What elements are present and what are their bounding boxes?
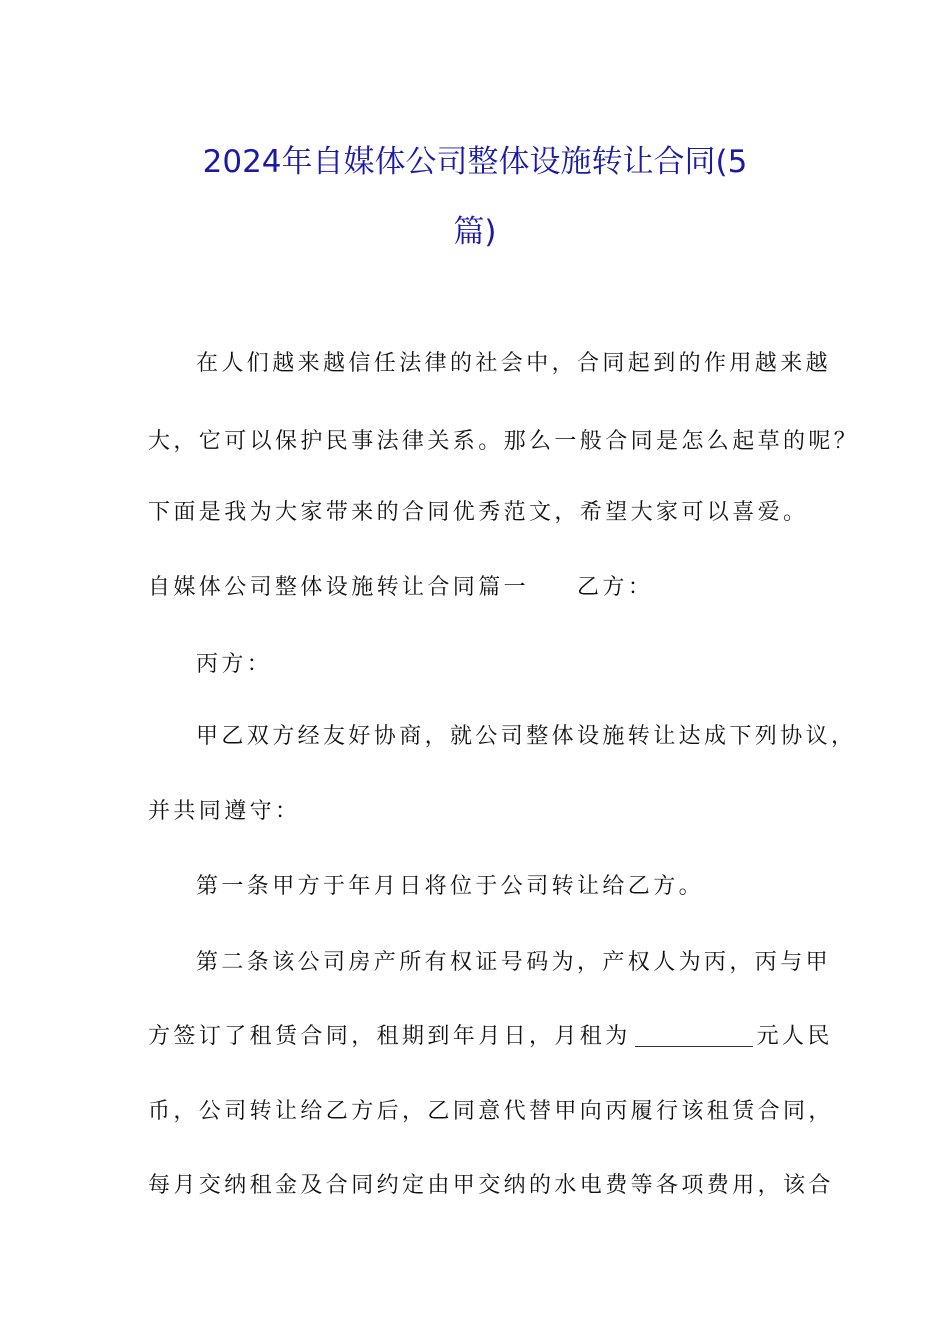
section-heading-row [148, 570, 653, 601]
article-1: 第一条甲方于年月日将位于公司转让给乙方。 [196, 874, 705, 899]
party-c-label: 丙方： [196, 652, 273, 677]
rent-amount-blank [635, 1024, 753, 1047]
intro-paragraph-line-2: 大，它可以保护民事法律关系。那么一般合同是怎么起草的呢？ [148, 429, 860, 454]
party-b-label: 乙方： [577, 575, 654, 600]
article-2-line-2 [148, 1019, 833, 1050]
article-2-line-2-text-b: 元人民 [756, 1024, 833, 1049]
agreement-paragraph-line-1: 甲乙双方经友好协商，就公司整体设施转让达成下列协议， [196, 724, 857, 749]
document-title-line-1: 2024年自媒体公司整体设施转让合同(5 [202, 144, 748, 180]
section-heading: 自媒体公司整体设施转让合同篇一 [148, 575, 530, 600]
agreement-paragraph-line-2: 并共同遵守： [148, 799, 301, 824]
document-title-line-2: 篇) [453, 214, 497, 250]
intro-paragraph-line-3: 下面是我为大家带来的合同优秀范文，希望大家可以喜爱。 [148, 500, 809, 525]
article-2-line-1: 第二条该公司房产所有权证号码为，产权人为丙，丙与甲 [196, 950, 832, 975]
article-2-line-3: 币，公司转让给乙方后，乙同意代替甲向丙履行该租赁合同， [148, 1099, 834, 1124]
article-2-line-2-text-a: 方签订了租赁合同，租期到年月日，月租为 [148, 1024, 631, 1049]
intro-paragraph-line-1: 在人们越来越信任法律的社会中，合同起到的作用越来越 [196, 351, 832, 376]
article-2-line-4: 每月交纳租金及合同约定由甲交纳的水电费等各项费用，该合 [148, 1173, 834, 1198]
